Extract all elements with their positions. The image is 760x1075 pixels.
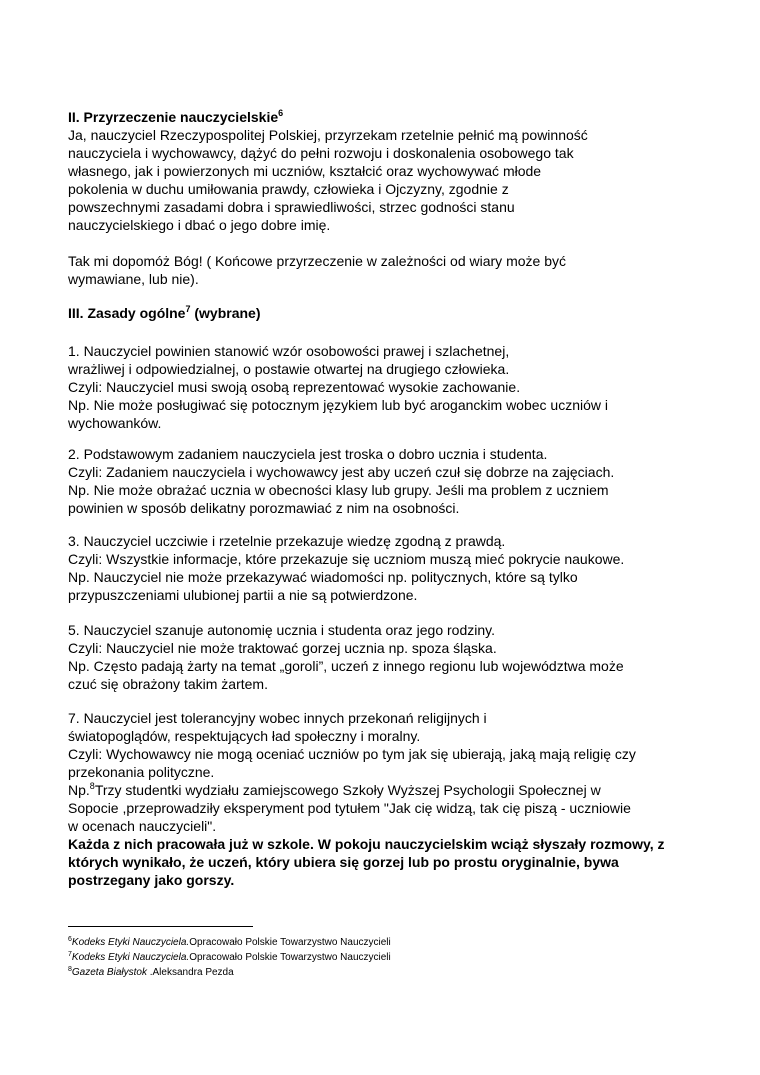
rule-1-paragraph: 1. Nauczyciel powinien stanowić wzór osobowości prawej i szlachetnej, wrażliwej i odpowiedzialnej, o postawie otwartej na drugiego człowieka. Czyli: Nauczyciel musi swoją osobą reprezentować wysokie zachowanie. Np. Nie może posługiwać się potocznym językiem lub być aroganckim wobec uczniów i wychowanków. xyxy=(68,343,609,431)
oath-paragraph: Ja, nauczyciel Rzeczypospolitej Polskiej, przyrzekam rzetelnie pełnić mą powinność nauczyciela i wychowawcy, dążyć do pełni rozwoju i doskonalenia osobowego tak własnego, jak i powierzonych mi uczniów, kształcić oraz wychowywać młode pokolenia w duchu umiłowania prawdy, człowieka i Ojczyzny, zgodnie z powszechnymi zasadami dobra i sprawiedliwości, strzec godności stanu nauczycielskiego i dbać o jego dobre imię. xyxy=(68,127,588,233)
rule-5-paragraph: 5. Nauczyciel szanuje autonomię ucznia i studenta oraz jego rodziny. Czyli: Nauczyciel nie może traktować gorzej ucznia np. spoza śląska. Np. Często padają żarty na temat „goroli”, uczeń z innego regionu lub województwa może czuć się obrażony takim żartem. xyxy=(68,622,624,692)
rule-3-paragraph: 3. Nauczyciel uczciwie i rzetelnie przekazuje wiedzę zgodną z prawdą. Czyli: Wszystkie informacje, które przekazuje się uczniom muszą mieć pokrycie naukowe. Np. Nauczyciel nie może przekazywać wiadomości np. politycznych, które są tylko przypuszczeniami ulubionej partii a nie są potwierdzone. xyxy=(68,533,625,603)
footnote-8: $^8$Gazeta Białystok .Aleksandra Pezda xyxy=(68,966,234,978)
section-3-heading: III. Zasady ogólne$^7$ (wybrane) xyxy=(68,304,261,321)
footnote-separator xyxy=(68,926,253,927)
rule-2-paragraph: 2. Podstawowym zadaniem nauczyciela jest troska o dobro ucznia i studenta. Czyli: Zadaniem nauczyciela i wychowawcy jest aby uczeń czuł się dobrze na zajęciach. Np. Nie może obrażać ucznia w obecności klasy lub grupy. Jeśli ma problem z uczniem powinien w sposób delikatny porozmawiać z nim na osobności. xyxy=(68,446,615,516)
rule-7-paragraph: 7. Nauczyciel jest tolerancyjny wobec innych przekonań religijnych i światopoglądów, respektujących ład społeczny i moralny. Czyli: Wychowawcy nie mogą oceniać uczniów po tym jak się ubierają, jaką mają religię czy przekonania polityczne. Np.$^8$Trzy studentki wydziału zamiejscowego Szkoły Wyższej Psychologii Społecznej w Sopocie ,przeprowadziły eksperyment pod tytułem "Jak cię widzą, tak cię piszą - uczniowie w ocenach nauczycieli". Każda z nich pracowała już w szkole. W pokoju nauczycielskim wciąż słyszały rozmowy, z których wynikało, że uczeń, który ubiera się gorzej lub po prostu oryginalnie, bywa postrzegany jako gorszy. xyxy=(68,709,728,889)
footnote-6: $^6$Kodeks Etyki Nauczyciela.Opracowało Polskie Towarzystwo Nauczycieli xyxy=(68,936,391,948)
oath-closing: Tak mi dopomóż Bóg! ( Końcowe przyrzeczenie w zależności od wiary może być wymawiane, lub nie). xyxy=(68,253,566,287)
footnote-7: $^7$Kodeks Etyki Nauczyciela.Opracowało Polskie Towarzystwo Nauczycieli xyxy=(68,951,391,963)
footnote-ref-6: 6 xyxy=(278,108,284,118)
example-first-line: Np.$^8$Trzy studentki wydziału zamiejscowego Szkoły Wyższej Psychologii Społecznej w xyxy=(68,781,601,798)
footnote-ref-8: 8 xyxy=(89,781,95,791)
footnote-ref-7: 7 xyxy=(185,304,191,314)
section-2-heading: II. Przyrzeczenie nauczycielskie$^6$ xyxy=(68,108,284,125)
